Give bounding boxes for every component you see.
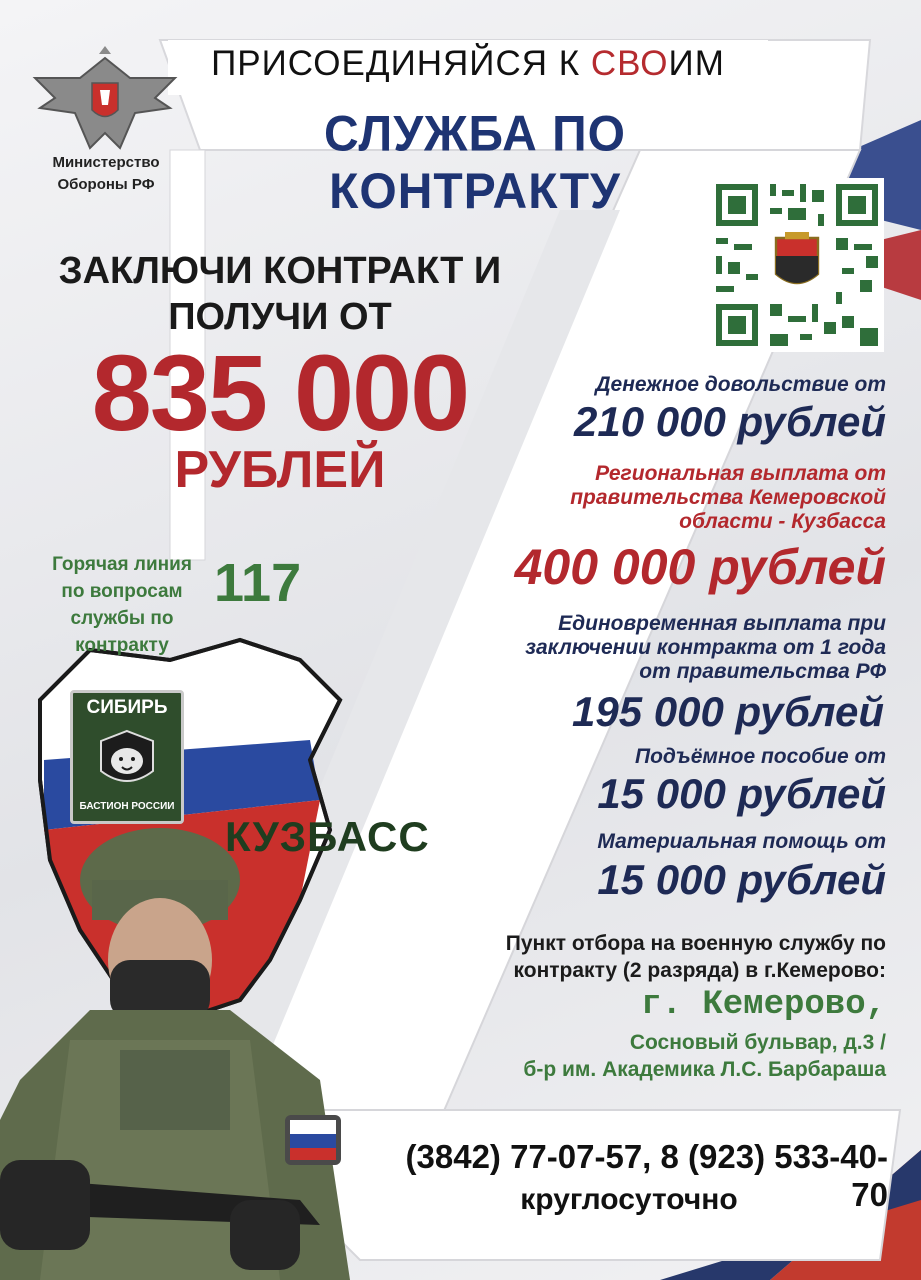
ministry-line1: Министерство bbox=[52, 154, 160, 171]
offer-line1: ЗАКЛЮЧИ КОНТРАКТ И bbox=[58, 250, 502, 292]
address-street bbox=[420, 1017, 886, 1083]
payment-4-amount: 15 000 рублей bbox=[597, 770, 886, 817]
offer-currency: РУБЛЕЙ bbox=[174, 441, 386, 499]
payment-5-amount: 15 000 рублей bbox=[597, 856, 886, 903]
address-street2: б-р им. Академика Л.С. Барбараша bbox=[523, 1058, 886, 1081]
payment-2-label-line1: Региональная выплата от bbox=[595, 462, 886, 485]
payment-3-label-line1: Единовременная выплата при bbox=[558, 612, 886, 635]
payment-2-label-line3: области - Кузбасса bbox=[679, 510, 886, 533]
double-headed-eagle-icon bbox=[20, 38, 190, 158]
bear-icon bbox=[95, 727, 159, 793]
join-part1: ПРИСОЕДИНЯЙСЯ К bbox=[211, 44, 591, 83]
payment-3-label-line2: заключении контракта от 1 года bbox=[525, 636, 886, 659]
payment-5-label: Материальная помощь от bbox=[597, 830, 886, 853]
hotline-line2: по вопросам bbox=[61, 581, 183, 602]
patch-top-text: СИБИРЬ bbox=[86, 697, 168, 718]
qr-code-icon bbox=[710, 178, 884, 352]
address-street1: Сосновый бульвар, д.3 / bbox=[629, 1031, 886, 1054]
payment-1-amount: 210 000 рублей bbox=[574, 398, 886, 445]
address-city: г. Кемерово, bbox=[641, 986, 886, 1024]
hotline-line3: службы по контракту bbox=[70, 608, 174, 656]
hotline-number: 117 bbox=[214, 553, 302, 613]
payment-2-amount: 400 000 рублей bbox=[514, 539, 886, 595]
offer-heading bbox=[10, 248, 550, 340]
payment-3-amount: 195 000 рублей bbox=[572, 688, 884, 735]
phones-part1: (3842) 77-07-57, 8 (923) bbox=[405, 1138, 775, 1175]
sibir-patch bbox=[70, 690, 184, 824]
hotline-line1: Горячая линия bbox=[52, 554, 192, 575]
payment-3-label bbox=[470, 612, 886, 684]
hotline-label bbox=[28, 551, 216, 659]
ministry-line2: Обороны РФ bbox=[57, 176, 155, 193]
payment-3-label-line3: от правительства РФ bbox=[639, 660, 886, 683]
join-slogan bbox=[168, 44, 768, 84]
address-line2: контракту (2 разряда) в г.Кемерово: bbox=[513, 959, 886, 982]
payment-2-label-line2: правительства Кемеровской bbox=[570, 486, 886, 509]
ministry-caption bbox=[20, 152, 192, 196]
payment-2-label bbox=[470, 462, 886, 534]
payment-4-label: Подъёмное пособие от bbox=[634, 745, 886, 768]
patch-bottom-text: БАСТИОН РОССИИ bbox=[79, 801, 175, 812]
address-line1: Пункт отбора на военную службу по bbox=[505, 932, 886, 955]
region-name: КУЗБАСС bbox=[225, 813, 430, 860]
qr-code[interactable] bbox=[710, 178, 884, 352]
phones-part2: 533-40-70 bbox=[774, 1138, 888, 1213]
offer-line2: ПОЛУЧИ ОТ bbox=[168, 296, 392, 338]
hours-label: круглосуточно bbox=[520, 1183, 738, 1216]
address-heading bbox=[398, 930, 886, 984]
offer-amount: 835 000 bbox=[91, 332, 469, 453]
join-red-part: СВО bbox=[590, 44, 669, 83]
service-title: СЛУЖБА ПО КОНТРАКТУ bbox=[324, 106, 626, 220]
payment-1-label: Денежное довольствие от bbox=[595, 373, 886, 396]
join-part2: ИМ bbox=[668, 44, 725, 83]
